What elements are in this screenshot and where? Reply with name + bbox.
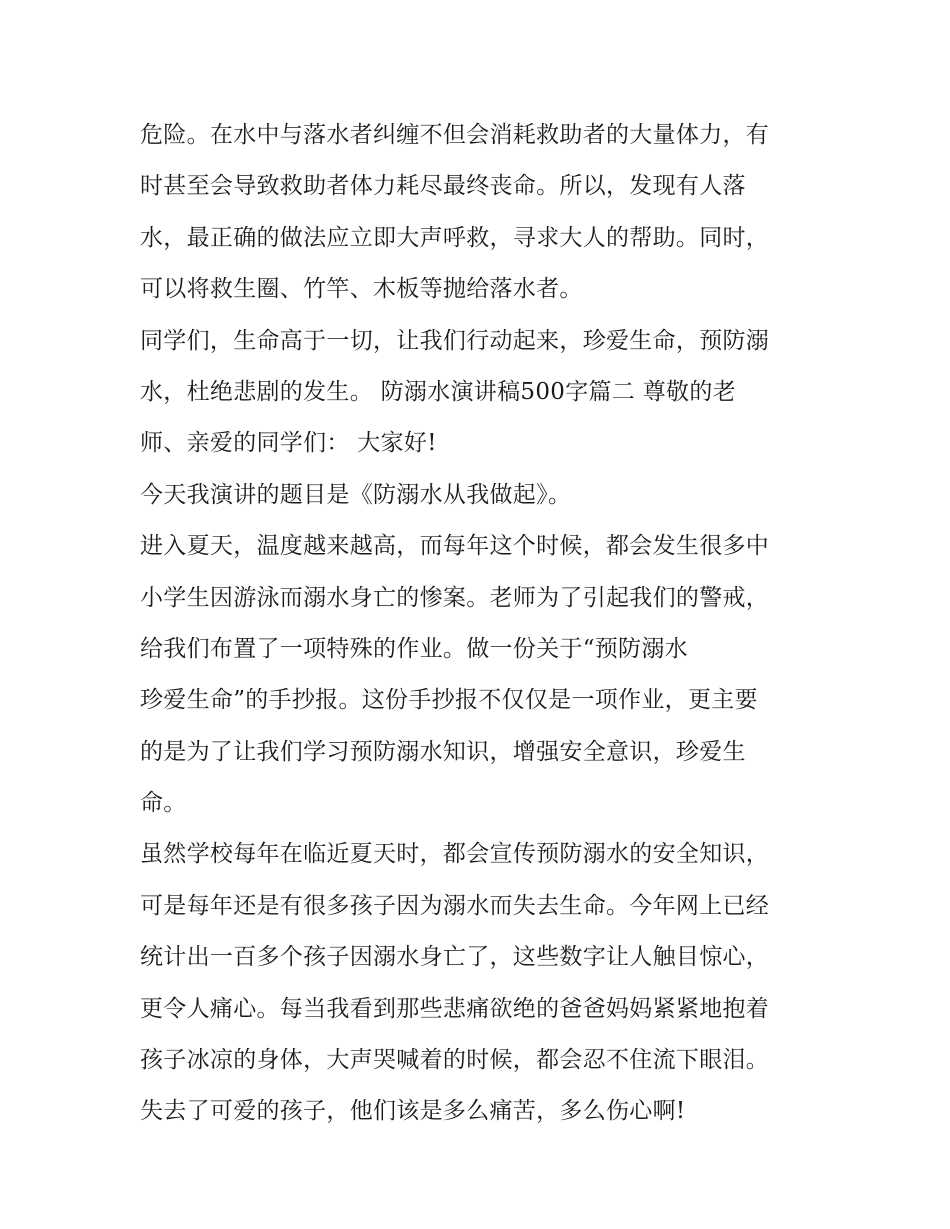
text-line: 今天我演讲的题目是《防溺水从我做起》。 <box>140 481 572 508</box>
text-line: 进入夏天，温度越来越高，而每年这个时候，都会发生很多中 <box>140 533 770 560</box>
text-line: 可是每年还是有很多孩子因为溺水而失去生命。今年网上已经 <box>140 892 770 919</box>
text-line: 时甚至会导致救助者体力耗尽最终丧命。所以，发现有人落 <box>140 173 746 200</box>
text-line: 命。 <box>140 790 187 817</box>
text-line: 虽然学校每年在临近夏天时，都会宣传预防溺水的安全知识， <box>140 841 770 868</box>
text-line: 水，杜绝悲剧的发生。 防溺水演讲稿500字篇二 尊敬的老 <box>140 378 736 405</box>
text-line: 统计出一百多个孩子因溺水身亡了，这些数字让人触目惊心， <box>140 944 770 971</box>
text-line: 珍爱生命”的手抄报。这份手抄报不仅仅是一项作业，更主要 <box>140 687 758 714</box>
text-line: 师、亲爱的同学们： 大家好! <box>140 430 437 457</box>
text-line: 可以将救生圈、竹竿、木板等抛给落水者。 <box>140 276 583 303</box>
text-line: 的是为了让我们学习预防溺水知识，增强安全意识，珍爱生 <box>140 738 746 765</box>
text-line: 更令人痛心。每当我看到那些悲痛欲绝的爸爸妈妈紧紧地抱着 <box>140 995 770 1022</box>
text-line: 孩子冰凉的身体，大声哭喊着的时候，都会忍不住流下眼泪。 <box>140 1047 770 1074</box>
text-line: 同学们，生命高于一切，让我们行动起来，珍爱生命，预防溺 <box>140 327 770 354</box>
document-body <box>140 110 830 1138</box>
text-line: 小学生因游泳而溺水身亡的惨案。老师为了引起我们的警戒， <box>140 584 770 611</box>
text-line: 给我们布置了一项特殊的作业。做一份关于“预防溺水 <box>140 635 688 662</box>
text-line: 水，最正确的做法应立即大声呼救，寻求大人的帮助。同时， <box>140 224 770 251</box>
text-line: 危险。在水中与落水者纠缠不但会消耗救助者的大量体力，有 <box>140 122 770 148</box>
text-line: 失去了可爱的孩子，他们该是多么痛苦，多么伤心啊! <box>140 1098 686 1125</box>
